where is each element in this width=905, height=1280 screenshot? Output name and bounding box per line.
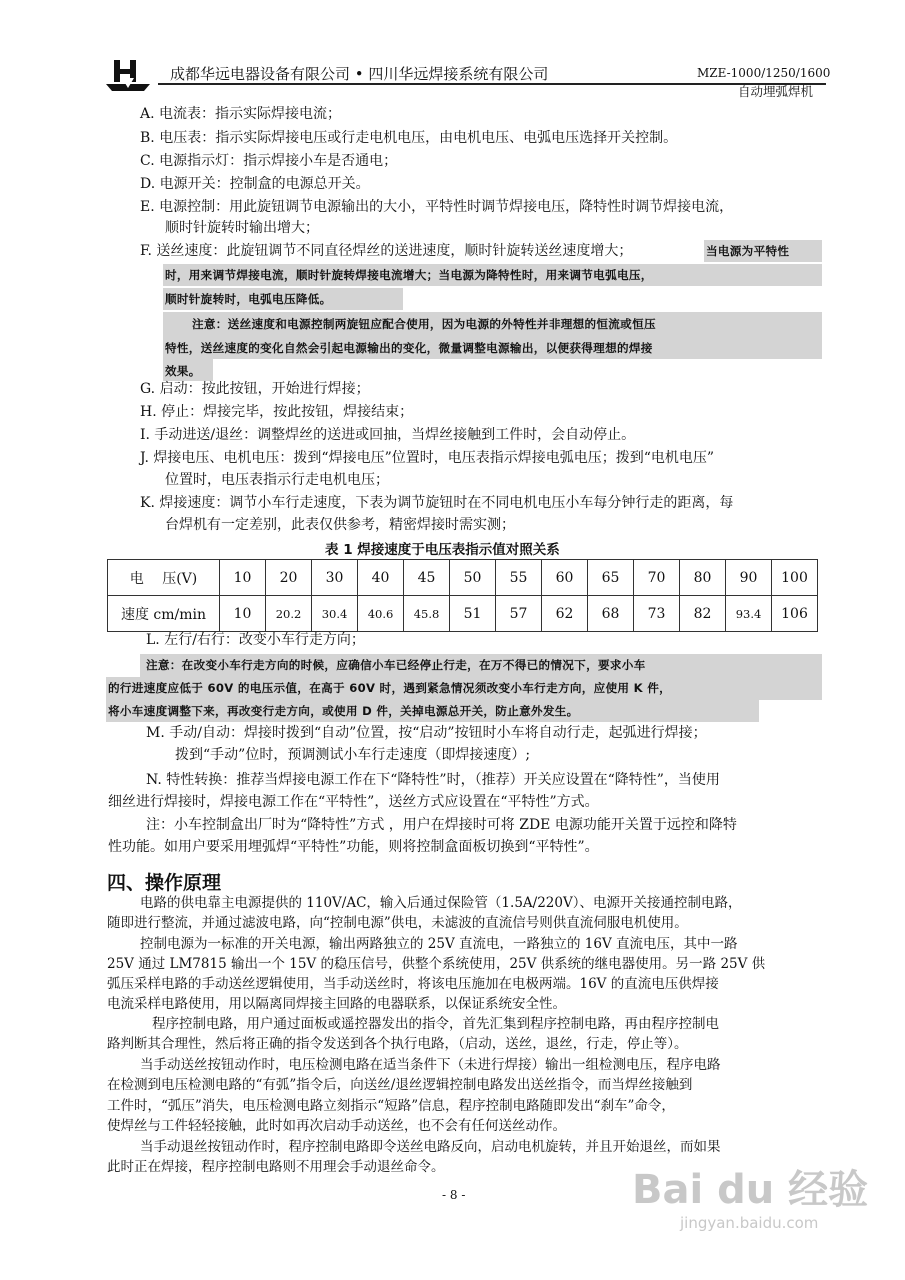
note-l-1: 注意：在改变小车行走方向的时候，应确信小车已经停止行走，在万不得已的情况下，要求小车: [146, 658, 646, 672]
item-f-note-3: 顺时针旋转时，电弧电压降低。: [165, 292, 332, 306]
voltage-cell: 20: [266, 560, 312, 596]
remark-2: 性功能。如用户要采用埋弧焊“平特性”功能，则将控制盒面板切换到“平特性”。: [108, 839, 599, 855]
item-f-note-1: 当电源为平特性: [706, 244, 790, 258]
section-line: 电流采样电路使用，用以隔离同焊接主回路的电器联系，以保证系统安全性。: [107, 996, 566, 1012]
item-f-note-2: 时，用来调节焊接电流，顺时针旋转焊接电流增大；当电源为降特性时，用来调节电弧电压，: [165, 268, 653, 282]
section-line: 工件时，“弧压”消失，电压检测电路立刻指示“短路”信息，程序控制电路随即发出“刹车”命令，: [107, 1098, 675, 1114]
speed-cell: 68: [588, 596, 634, 632]
item-k-cont: 台焊机有一定差别，此表仅供参考，精密焊接时需实测；: [165, 517, 515, 533]
section-line: 25V 通过 LM7815 输出一个 15V 的稳压信号，供整个系统使用，25V 供系统的继电器使用。另一路 25V 供: [107, 956, 766, 972]
header-divider: [158, 83, 826, 85]
item-l: L. 左行/右行：改变小车行走方向；: [146, 632, 365, 648]
item-d: D. 电源开关：控制盒的电源总开关。: [140, 176, 370, 192]
speed-cell: 30.4: [312, 596, 358, 632]
item-n: N. 特性转换：推荐当焊接电源工作在下“降特性”时，（推荐）开关应设置在“降特性”，当使用: [146, 772, 720, 788]
page-number: - 8 -: [442, 1188, 466, 1202]
table-caption: 表 1 焊接速度于电压表指示值对照关系: [325, 542, 560, 558]
note-line-3: 效果。: [165, 364, 201, 378]
item-m-cont: 拨到“手动”位时，预调测试小车行走速度（即焊接速度）;: [175, 747, 531, 763]
table-row-voltage: [108, 560, 818, 596]
item-a: A. 电流表：指示实际焊接电流；: [140, 106, 342, 122]
item-j-cont: 位置时，电压表指示行走电机电压；: [165, 472, 389, 488]
voltage-cell: 50: [450, 560, 496, 596]
speed-cell: 45.8: [404, 596, 450, 632]
section-title: 四、操作原理: [107, 872, 222, 894]
section-line: 弧压采样电路的手动送丝逻辑使用，当手动送丝时，将该电压施加在电极两端。16V 的直流电压供焊接: [107, 976, 719, 992]
speed-cell: 106: [772, 596, 818, 632]
item-h: H. 停止：焊接完毕，按此按钮，焊接结束；: [140, 404, 414, 420]
speed-table: [107, 559, 818, 632]
voltage-cell: 65: [588, 560, 634, 596]
speed-cell: 20.2: [266, 596, 312, 632]
speed-cell: 73: [634, 596, 680, 632]
header-model: MZE-1000/1250/1600: [697, 66, 831, 80]
speed-cell: 57: [496, 596, 542, 632]
item-k: K. 焊接速度：调节小车行走速度，下表为调节旋钮时在不同电机电压小车每分钟行走的距离，每: [140, 495, 734, 511]
voltage-cell: 60: [542, 560, 588, 596]
speed-cell: 10: [220, 596, 266, 632]
remark-1: 注：小车控制盒出厂时为“降特性”方式 ，用户在焊接时可将 ZDE 电源功能开关置于远控和降特: [146, 817, 737, 833]
header-company: 成都华远电器设备有限公司 • 四川华远焊接系统有限公司: [170, 65, 549, 83]
note-l-3: 将小车速度调整下来，再改变行走方向，或使用 D 件，关掉电源总开关，防止意外发生。: [108, 704, 579, 718]
item-n-cont: 细丝进行焊接时，焊接电源工作在“平特性”，送丝方式应设置在“平特性”方式。: [108, 794, 599, 810]
item-g: G. 启动：按此按钮，开始进行焊接；: [140, 381, 370, 397]
section-line: 路判断其合理性，然后将正确的指令发送到各个执行电路，（启动，送丝，退丝，行走，停止等）。: [107, 1036, 688, 1052]
item-i: I. 手动进送/退丝：调整焊丝的送进或回抽，当焊丝接触到工件时，会自动停止。: [140, 427, 636, 443]
section-line: 此时正在焊接，程序控制电路则不用理会手动退丝命令。: [107, 1159, 445, 1175]
speed-cell: 40.6: [358, 596, 404, 632]
table-label-voltage: 电 压(V): [108, 560, 220, 596]
table-label-speed: 速度 cm/min: [108, 596, 220, 632]
voltage-cell: 80: [680, 560, 726, 596]
note-l-2: 的行进速度应低于 60V 的电压示值，在高于 60V 时，遇到紧急情况须改变小车行走方向，应使用 K 件，: [108, 681, 672, 695]
section-line: 使焊丝与工件轻轻接触，此时如再次启动手动送丝，也不会有任何送丝动作。: [107, 1118, 566, 1134]
speed-cell: 62: [542, 596, 588, 632]
voltage-cell: 70: [634, 560, 680, 596]
item-e-cont: 顺时针旋转时输出增大；: [165, 220, 319, 236]
item-b: B. 电压表：指示实际焊接电压或行走电机电压，由电机电压、电弧电压选择开关控制。: [140, 130, 678, 146]
watermark-url: jingyan.baidu.com: [680, 1214, 819, 1232]
voltage-cell: 30: [312, 560, 358, 596]
section-line: 随即进行整流，并通过滤波电路，向“控制电源”供电，未滤波的直流信号则供直流伺服电机使用。: [107, 915, 688, 931]
voltage-cell: 100: [772, 560, 818, 596]
note-line-2: 特性，送丝速度的变化自然会引起电源输出的变化，微量调整电源输出，以便获得理想的焊接: [165, 341, 653, 355]
note-line-1: 注意：送丝速度和电源控制两旋钮应配合使用，因为电源的外特性并非理想的恒流或恒压: [192, 317, 656, 331]
company-logo-icon: [104, 58, 152, 96]
voltage-cell: 10: [220, 560, 266, 596]
speed-cell: 51: [450, 596, 496, 632]
voltage-cell: 45: [404, 560, 450, 596]
section-line: 电路的供电靠主电源提供的 110V/AC，输入后通过保险管（1.5A/220V）、电源开关接通控制电路，: [140, 895, 742, 911]
section-line: 当手动送丝按钮动作时，电压检测电路在适当条件下（未进行焊接）输出一组检测电压，程序电路: [140, 1057, 721, 1073]
voltage-cell: 40: [358, 560, 404, 596]
item-e: E. 电源控制：用此旋钮调节电源输出的大小，平特性时调节焊接电压，降特性时调节焊接电流，: [140, 199, 734, 215]
item-c: C. 电源指示灯：指示焊接小车是否通电；: [140, 153, 398, 169]
section-line: 控制电源为一标准的开关电源，输出两路独立的 25V 直流电，一路独立的 16V 直流电压，其中一路: [140, 936, 738, 952]
header-subtitle: 自动埋弧焊机: [738, 84, 814, 99]
watermark-logo: [632, 1158, 868, 1215]
section-line: 在检测到电压检测电路的“有弧”指令后，向送丝/退丝逻辑控制电路发出送丝指令，而当焊丝接触到: [107, 1077, 693, 1093]
speed-cell: 82: [680, 596, 726, 632]
section-line: 当手动退丝按钮动作时，程序控制电路即令送丝电路反向，启动电机旋转，并且开始退丝，而如果: [140, 1139, 721, 1155]
item-m: M. 手动/自动：焊接时拨到“自动”位置，按“启动”按钮时小车将自动行走，起弧进行焊接；: [146, 725, 707, 741]
item-f: F. 送丝速度：此旋钮调节不同直径焊丝的送进速度，顺时针旋转送丝速度增大；: [140, 243, 633, 259]
section-line: 程序控制电路，用户通过面板或遥控器发出的指令，首先汇集到程序控制电路，再由程序控制电: [152, 1016, 719, 1032]
voltage-cell: 90: [726, 560, 772, 596]
table-row-speed: [108, 596, 818, 632]
speed-cell: 93.4: [726, 596, 772, 632]
watermark-text: Bai du 经验: [632, 1167, 869, 1213]
voltage-cell: 55: [496, 560, 542, 596]
item-j: J. 焊接电压、电机电压：拨到“焊接电压”位置时，电压表指示焊接电弧电压；拨到“电机电压”: [140, 450, 715, 466]
